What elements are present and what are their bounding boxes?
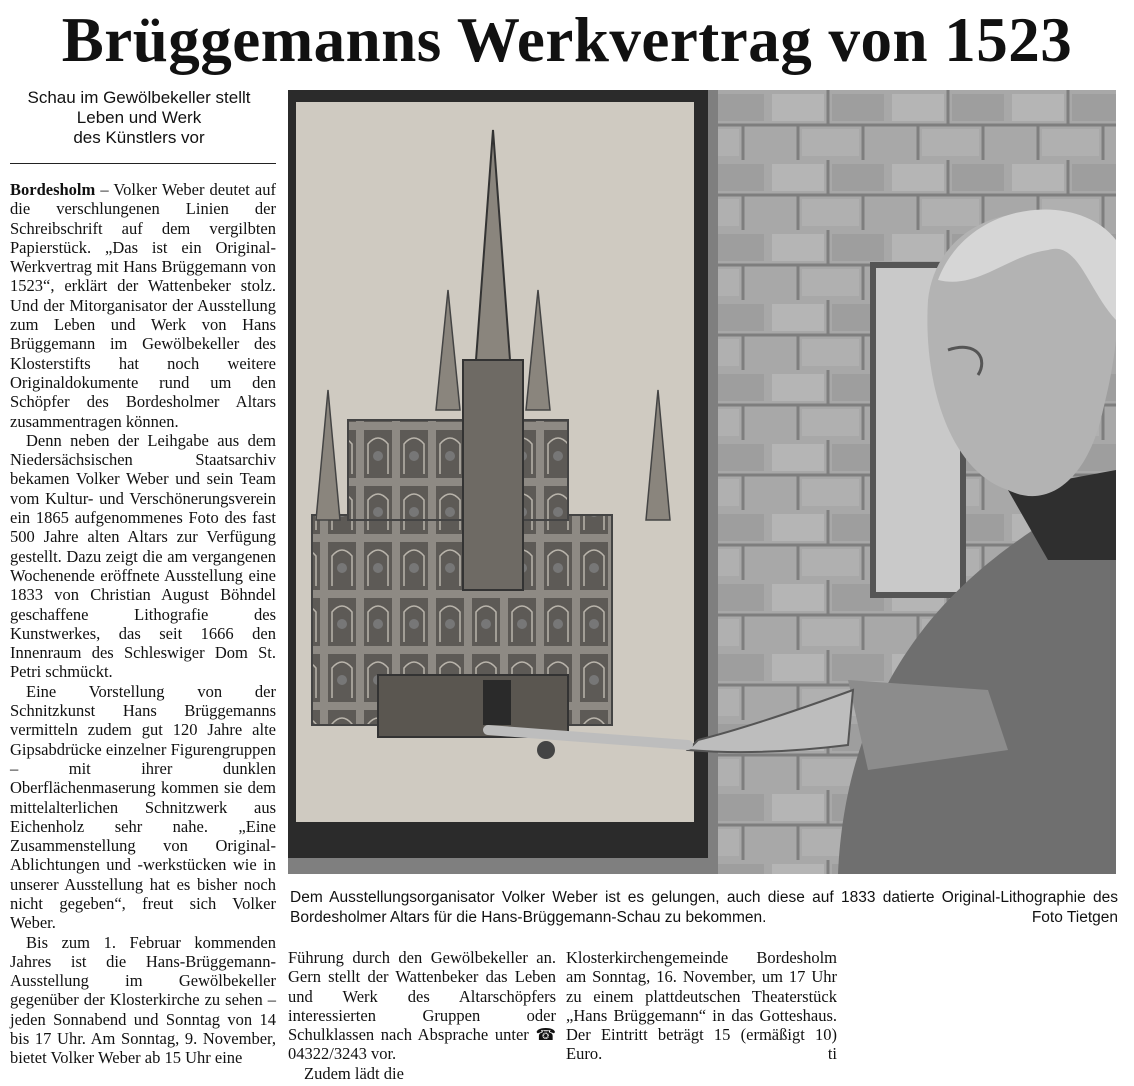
photo-illustration <box>288 90 1116 874</box>
paragraph: Denn neben der Leihgabe aus dem Niedersächsischen Staatsarchiv bekamen Volker Weber und sein Team vom Kultur- und Verschönerungsverein ein 1865 aufgenommenes Foto des fast 500 Jahre alten Altars zur Verfügung gestellt. Dazu zeigt die am vergangenen Wochenende eröffnete Ausstellung eine 1833 von Christian August Böhndel geschaffene Lithografie des Kunstwerkes, das seit 1666 den Innenraum des Schleswiger Dom St. Petri schmückt. <box>10 430 276 682</box>
subheadline <box>4 88 274 148</box>
subheadline-line: Leben und Werk <box>76 108 202 127</box>
subheadline-line: des Künstlers vor <box>73 128 205 147</box>
author-initials: ti <box>827 1044 837 1064</box>
article-column-2 <box>288 948 556 1083</box>
headline: Brüggemanns Werkvertrag von 1523 <box>61 5 1073 75</box>
dateline: Bordesholm <box>10 180 96 199</box>
subheadline-line: Schau im Gewölbekeller stellt <box>27 88 251 107</box>
paragraph: Bis zum 1. Februar kommenden Jahres ist die Hans-Brüggemann-Ausstellung im Gewölbekeller gegenüber der Klosterkirche zu sehen – jeden Sonnabend und Sonntag von 14 bis 17 Uhr. Am Sonntag, 9. November, bietet Volker Weber ab 15 Uhr eine <box>10 932 276 1068</box>
photo-credit: Foto Tietgen <box>1031 909 1118 926</box>
paragraph: Klosterkirchengemeinde Bordesholm am Sonntag, 16. November, um 17 Uhr zu einem plattdeutschen Theaterstück „Hans Brüggemann“ in das Gotteshaus. Der Eintritt beträgt 15 (ermäßigt 10) Euro. ti <box>566 948 837 1064</box>
paragraph: Zudem lädt die <box>304 1063 404 1083</box>
article-column-1 <box>10 180 276 1068</box>
paragraph-text: – Volker Weber deutet auf die verschlungenen Linien der Schreibschrift auf dem vergilbten Papierstück. „Das ist ein Original-Werkvertrag mit Hans Brüggemann von 1523“, erklärt der Wattenbeker stolz. Und der Mitorganisator der Ausstellung zum Leben und Werk von Hans Brüggemann im Gewölbekeller des Klosterstifts hat noch weitere Originaldokumente rund um den Schöpfer des Bordesholmer Altars zusammentragen können. <box>10 180 277 431</box>
paragraph <box>10 180 276 431</box>
paragraph: Führung durch den Gewölbekeller an. Gern stellt der Wattenbeker das Leben und Werk des Altarschöpfers interessierten Gruppen oder Schulklassen nach Absprache unter ☎ 04322/3243 vor. <box>288 948 556 1064</box>
article-photo <box>288 90 1116 874</box>
telephone-icon: ☎ <box>528 1025 556 1045</box>
article-column-3 <box>566 948 837 1064</box>
photo-caption: Dem Ausstellungsorganisator Volker Weber ist es gelungen, auch diese auf 1833 datierte Original-Lithographie des Bordesholmer Altars für die Hans-Brüggemann-Schau zu bekommen. <box>290 889 1118 926</box>
paragraph: Eine Vorstellung von der Schnitzkunst Hans Brüggemanns vermitteln zudem gut 120 Jahre alte Gipsabdrücke einzelner Figurengruppen – mit ihrer dunklen Oberflächenmaserung kommen sie dem mittelalterlichen Schnitzwerk aus Eichenholz sehr nahe. „Eine Zusammenstellung von Original-Ablichtungen und -werkstücken wie in unserer Ausstellung hat es bisher noch nicht gegeben“, freut sich Volker Weber. <box>10 681 276 933</box>
divider <box>10 163 276 164</box>
